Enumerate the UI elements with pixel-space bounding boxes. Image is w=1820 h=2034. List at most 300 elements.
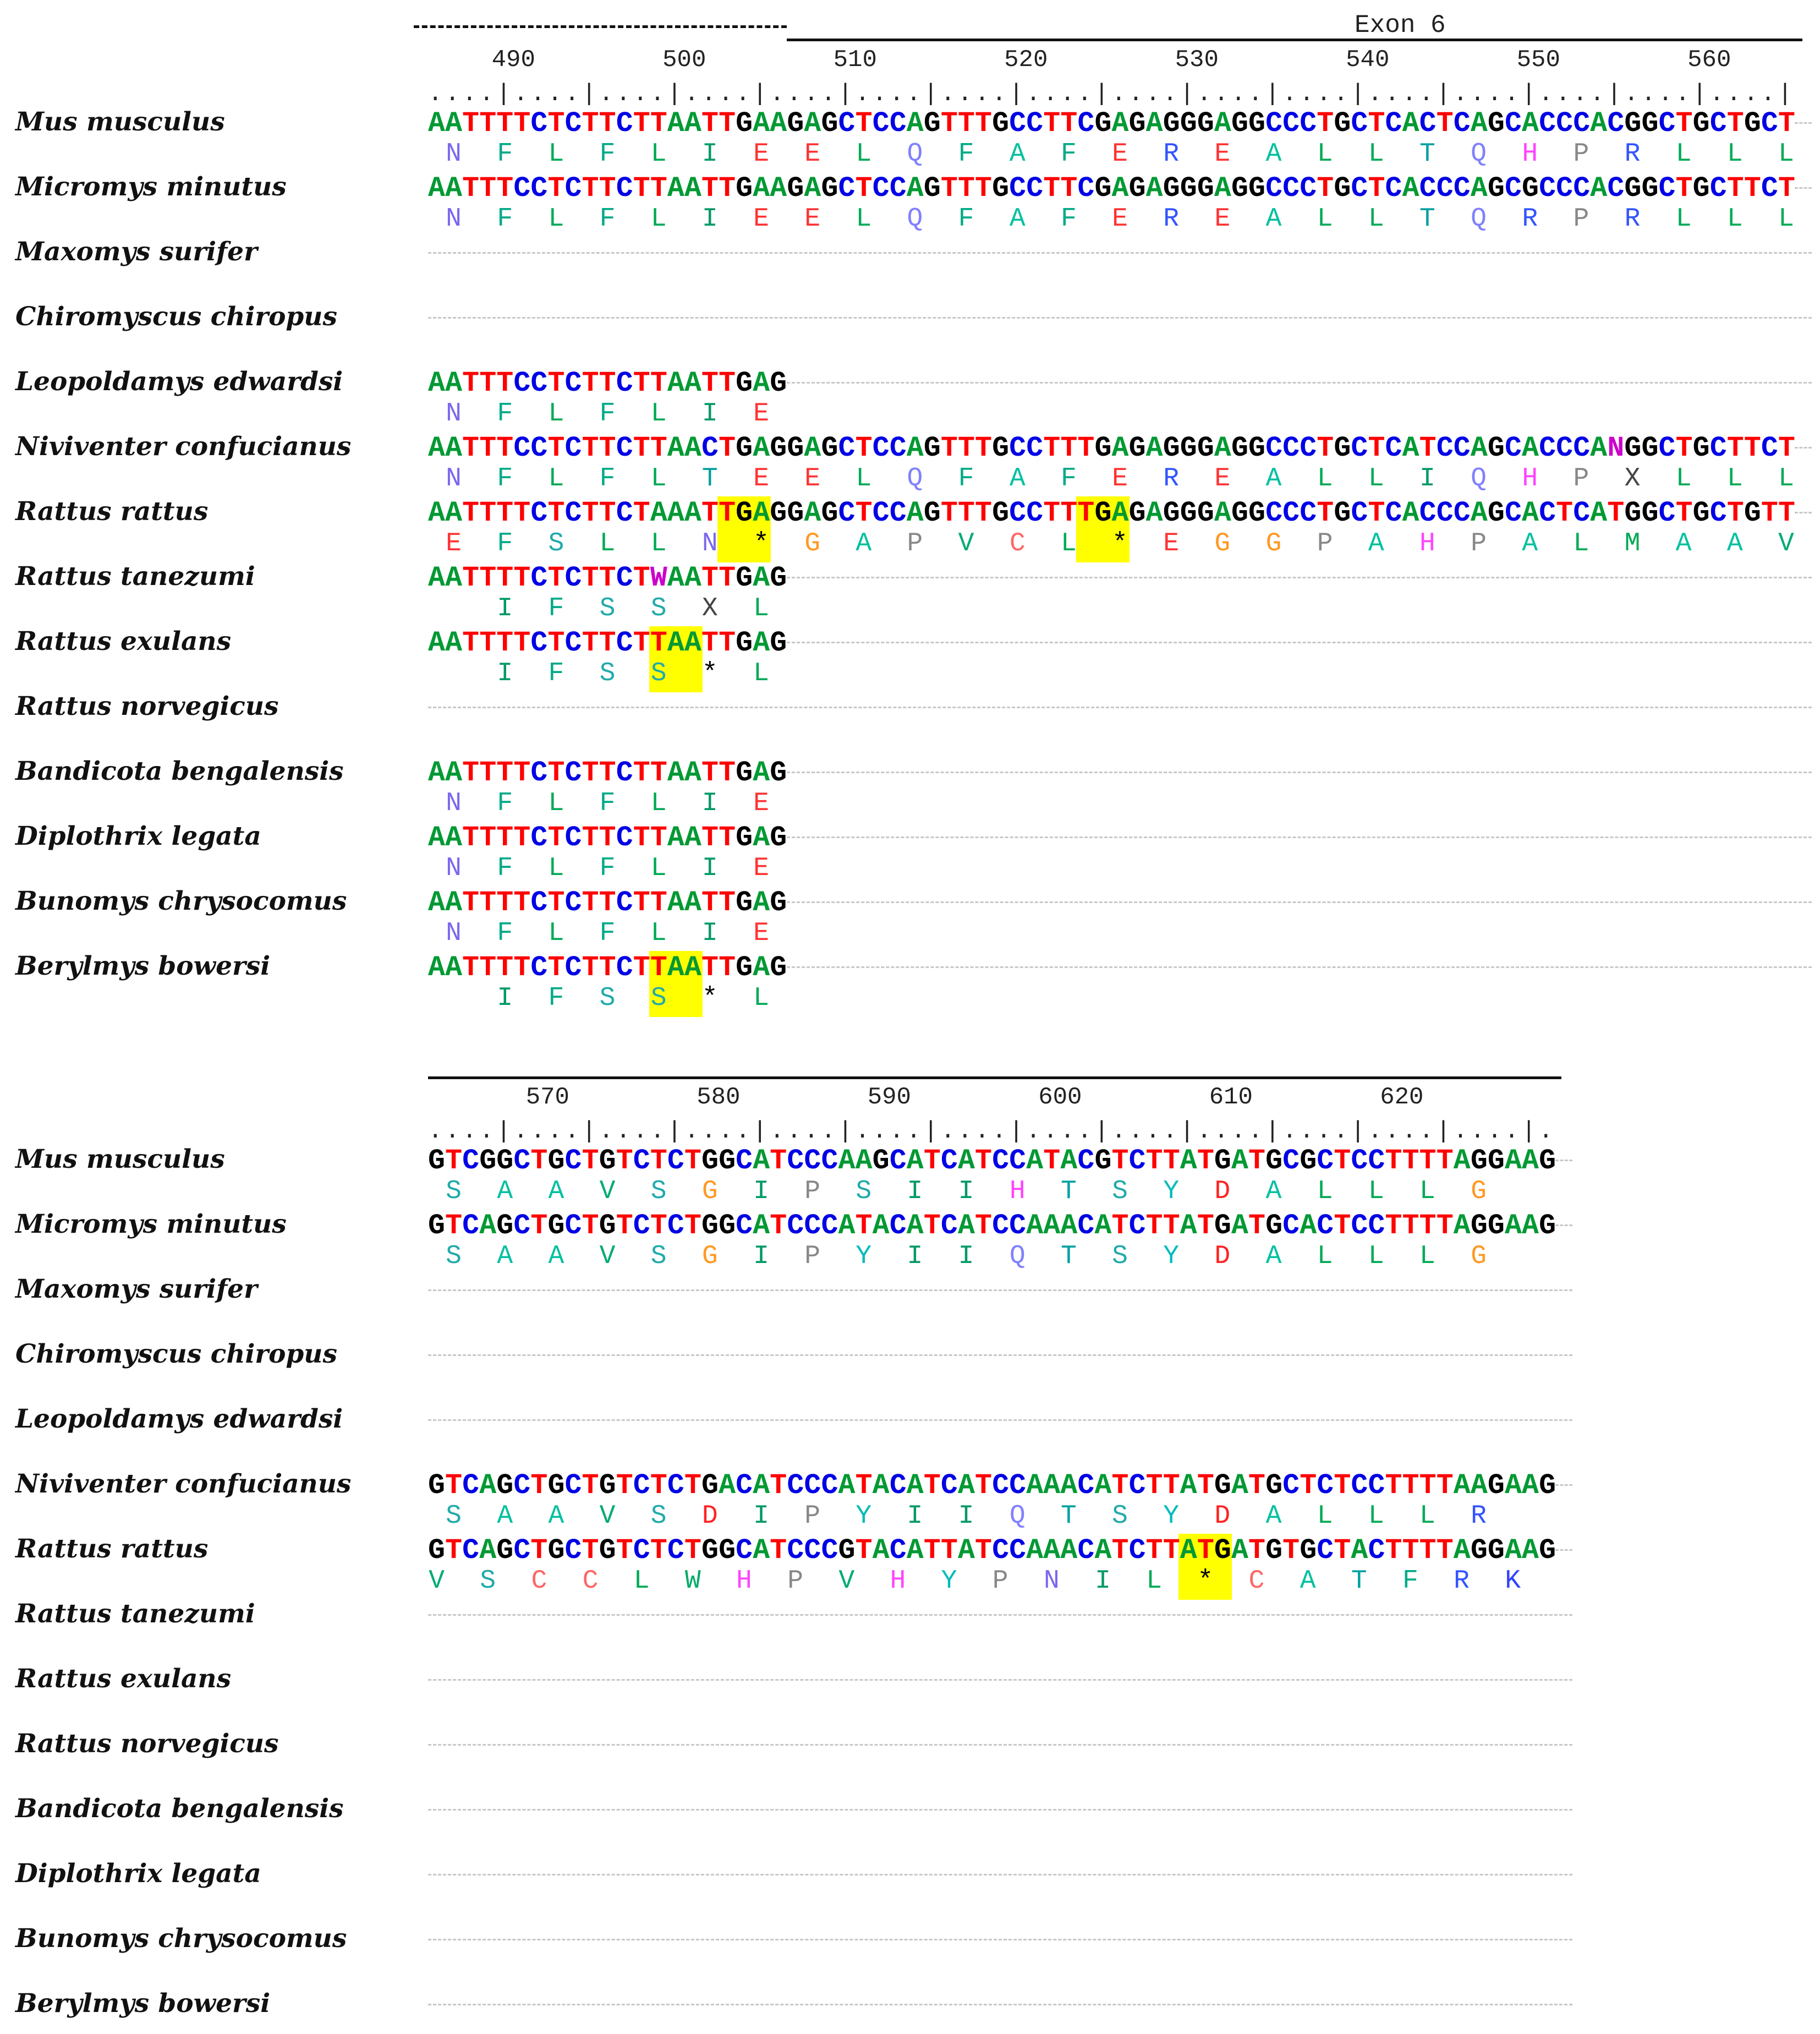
- alignment-gap: [428, 707, 1812, 708]
- amino-acid: A: [497, 1177, 513, 1206]
- amino-acid: L: [1146, 1566, 1163, 1596]
- amino-acid: L: [548, 854, 564, 883]
- amino-acid-translation: [0, 1178, 1820, 1209]
- ruler-tick-label: 550: [1516, 46, 1560, 74]
- amino-acid: F: [497, 399, 513, 429]
- amino-acid-translation: [0, 206, 1820, 237]
- amino-acid: A: [497, 1501, 513, 1531]
- amino-acid: W: [684, 1566, 701, 1596]
- amino-acid: S: [650, 983, 667, 1013]
- amino-acid: R: [1624, 204, 1641, 234]
- amino-acid: C: [531, 1566, 547, 1596]
- alignment-gap: [1555, 1549, 1572, 1551]
- amino-acid: F: [599, 854, 616, 883]
- amino-acid: F: [497, 464, 513, 494]
- amino-acid: E: [1214, 139, 1231, 169]
- amino-acid: A: [1265, 1242, 1282, 1271]
- amino-acid: C: [1009, 529, 1026, 559]
- amino-acid: *: [701, 983, 718, 1013]
- amino-acid-translation: [0, 141, 1820, 172]
- amino-acid: L: [1675, 464, 1692, 494]
- amino-acid: S: [446, 1242, 462, 1271]
- amino-acid: L: [1778, 464, 1794, 494]
- amino-acid: E: [753, 139, 769, 169]
- amino-acid: I: [753, 1177, 769, 1206]
- amino-acid: F: [958, 204, 974, 234]
- amino-acid: A: [1265, 139, 1282, 169]
- position-ruler: ....|....|....|....|....|....|....|....|....|....|....|....|....|.: [428, 1118, 1556, 1145]
- amino-acid: L: [650, 464, 667, 494]
- nucleotide-sequence: AATTTTCTCTTCTTAATTGAG: [428, 822, 787, 854]
- amino-acid: A: [1522, 529, 1538, 559]
- nucleotide-sequence: GTCAGCTGCTGTCTCTGGCATCCCGTACATTATCCAAACATCTTATGATGTGCTACTTTTAGGAAG: [428, 1535, 1556, 1567]
- amino-acid: V: [599, 1501, 616, 1531]
- amino-acid: N: [446, 789, 462, 818]
- amino-acid: I: [497, 659, 513, 688]
- species-name: Chiromyscus chiropus: [15, 1339, 337, 1369]
- amino-acid: P: [1573, 139, 1589, 169]
- species-name: Rattus exulans: [15, 1664, 232, 1694]
- ruler-tick-label: 500: [662, 46, 706, 74]
- amino-acid: L: [1726, 204, 1743, 234]
- amino-acid: T: [1060, 1501, 1077, 1531]
- species-name: Rattus norvegicus: [15, 1729, 279, 1759]
- amino-acid: E: [1214, 204, 1231, 234]
- alignment-gap: [428, 1354, 1572, 1356]
- amino-acid: E: [1112, 464, 1128, 494]
- amino-acid: F: [497, 854, 513, 883]
- amino-acid: Q: [1009, 1501, 1026, 1531]
- amino-acid: *: [1112, 529, 1128, 559]
- amino-acid: I: [701, 204, 718, 234]
- amino-acid: A: [1009, 139, 1026, 169]
- amino-acid: P: [1317, 529, 1333, 559]
- amino-acid: L: [1368, 139, 1384, 169]
- amino-acid: N: [701, 529, 718, 559]
- amino-acid: A: [548, 1242, 564, 1271]
- amino-acid: A: [1265, 1177, 1282, 1206]
- amino-acid: L: [1419, 1242, 1435, 1271]
- amino-acid: I: [907, 1501, 923, 1531]
- alignment-gap: [428, 1939, 1572, 1940]
- amino-acid: A: [1009, 464, 1026, 494]
- amino-acid: L: [1778, 139, 1794, 169]
- amino-acid: F: [958, 464, 974, 494]
- amino-acid: L: [856, 464, 872, 494]
- amino-acid: H: [1009, 1177, 1026, 1206]
- amino-acid: L: [1419, 1501, 1435, 1531]
- amino-acid: E: [804, 464, 821, 494]
- amino-acid: L: [1675, 204, 1692, 234]
- amino-acid: D: [1214, 1177, 1231, 1206]
- amino-acid: H: [1522, 139, 1538, 169]
- amino-acid: F: [497, 139, 513, 169]
- amino-acid: D: [1214, 1242, 1231, 1271]
- amino-acid: E: [446, 529, 462, 559]
- nucleotide-sequence: AATTTTCTCTTCTWAATTGAG: [428, 562, 787, 594]
- amino-acid: L: [599, 529, 616, 559]
- species-name: Niviventer confucianus: [15, 1469, 352, 1499]
- amino-acid: P: [787, 1566, 803, 1596]
- amino-acid-translation: [0, 1503, 1820, 1534]
- amino-acid: E: [804, 139, 821, 169]
- nucleotide-sequence: GTCGGCTGCTGTCTCTGGCATCCCAAGCATCATCCATACGTCTTATGATGCGCTCCTTTTAGGAAG: [428, 1145, 1556, 1177]
- nucleotide-sequence: AATTTTCTCTTCTTAATTGAAGAGCTCCAGTTTGCCTTCGAGAGGGAGGCCCTGCTCACTCAGCACCCACGGCTGCTGCT: [428, 108, 1795, 140]
- amino-acid: L: [650, 139, 667, 169]
- amino-acid: R: [1454, 1566, 1470, 1596]
- amino-acid: E: [753, 399, 769, 429]
- amino-acid: L: [650, 789, 667, 818]
- amino-acid: R: [1163, 204, 1180, 234]
- amino-acid: E: [753, 464, 769, 494]
- amino-acid-translation: [0, 531, 1820, 561]
- species-name: Diplothrix legata: [15, 1858, 261, 1889]
- amino-acid: S: [548, 529, 564, 559]
- alignment-gap: [787, 966, 1812, 968]
- amino-acid: F: [1060, 139, 1077, 169]
- amino-acid: L: [1317, 1177, 1333, 1206]
- amino-acid: T: [1351, 1566, 1367, 1596]
- alignment-gap: [428, 1289, 1572, 1291]
- alignment-gap: [428, 1744, 1572, 1746]
- species-name: Leopoldamys edwardsi: [15, 1404, 343, 1434]
- alignment-gap: [787, 577, 1812, 578]
- amino-acid: L: [548, 399, 564, 429]
- alignment-gap: [428, 1679, 1572, 1681]
- amino-acid: L: [548, 204, 564, 234]
- amino-acid: F: [599, 139, 616, 169]
- amino-acid: I: [1419, 464, 1435, 494]
- alignment-gap: [428, 1419, 1572, 1421]
- amino-acid: N: [446, 204, 462, 234]
- amino-acid: L: [1368, 464, 1384, 494]
- amino-acid: F: [599, 918, 616, 948]
- amino-acid-translation: [0, 1568, 1820, 1599]
- amino-acid: L: [1726, 464, 1743, 494]
- amino-acid: S: [856, 1177, 872, 1206]
- amino-acid: F: [548, 659, 564, 688]
- species-name: Rattus exulans: [15, 626, 232, 657]
- amino-acid: S: [650, 1177, 667, 1206]
- species-name: Rattus tanezumi: [15, 1599, 255, 1629]
- nucleotide-sequence: AATTTTCTCTTCTTAATTGAG: [428, 887, 787, 919]
- species-name: Rattus tanezumi: [15, 561, 255, 592]
- amino-acid: S: [1112, 1177, 1128, 1206]
- amino-acid: V: [1778, 529, 1794, 559]
- amino-acid: P: [804, 1501, 821, 1531]
- ruler-tick-label: 540: [1346, 46, 1390, 74]
- alignment-gap: [428, 1809, 1572, 1811]
- amino-acid: T: [1419, 139, 1435, 169]
- amino-acid: R: [1471, 1501, 1487, 1531]
- species-name: Micromys minutus: [15, 172, 287, 202]
- amino-acid: Q: [907, 204, 923, 234]
- species-name: Berylmys bowersi: [15, 951, 271, 981]
- nucleotide-sequence: GTCAGCTGCTGTCTCTGGCATCCCATACATCATCCAAACATCTTATGATGCACTCCTTTTAGGAAG: [428, 1210, 1556, 1242]
- amino-acid: G: [1471, 1242, 1487, 1271]
- amino-acid: F: [599, 204, 616, 234]
- nucleotide-sequence: AATTTTCTCTTCTTAATTGAG: [428, 627, 787, 659]
- amino-acid: S: [446, 1177, 462, 1206]
- amino-acid: L: [650, 918, 667, 948]
- amino-acid: L: [650, 204, 667, 234]
- amino-acid: F: [1060, 464, 1077, 494]
- amino-acid-translation: [0, 466, 1820, 496]
- alignment-gap: [428, 252, 1812, 254]
- alignment-gap: [787, 772, 1812, 773]
- amino-acid: P: [804, 1242, 821, 1271]
- amino-acid: H: [1419, 529, 1435, 559]
- amino-acid: I: [701, 918, 718, 948]
- alignment-gap: [428, 1874, 1572, 1876]
- nucleotide-sequence: AATTTTCTCTTCTTAATTGAG: [428, 757, 787, 789]
- amino-acid: E: [753, 854, 769, 883]
- species-name: Diplothrix legata: [15, 821, 261, 851]
- species-name: Niviventer confucianus: [15, 431, 352, 462]
- ruler-tick-label: 610: [1209, 1084, 1253, 1111]
- amino-acid: *: [701, 659, 718, 688]
- amino-acid: S: [1112, 1242, 1128, 1271]
- amino-acid: E: [753, 789, 769, 818]
- species-name: Maxomys surifer: [15, 237, 257, 267]
- amino-acid: D: [701, 1501, 718, 1531]
- ruler-tick-label: 570: [525, 1084, 569, 1111]
- amino-acid: Y: [941, 1566, 957, 1596]
- amino-acid: F: [497, 789, 513, 818]
- species-name: Mus musculus: [15, 107, 225, 137]
- amino-acid: A: [1009, 204, 1026, 234]
- amino-acid: I: [497, 594, 513, 624]
- alignment-gap: [787, 836, 1812, 838]
- amino-acid: L: [548, 918, 564, 948]
- amino-acid: S: [446, 1501, 462, 1531]
- amino-acid: H: [736, 1566, 752, 1596]
- amino-acid: I: [497, 983, 513, 1013]
- amino-acid: V: [958, 529, 974, 559]
- alignment-gap: [1555, 1224, 1572, 1226]
- alignment-gap: [1795, 122, 1812, 124]
- amino-acid: A: [856, 529, 872, 559]
- species-name: Rattus norvegicus: [15, 691, 279, 721]
- nucleotide-sequence: AATTTTCTCTTCTAAATTGAGGAGCTCCAGTTTGCCTTTGAGAGGGAGGCCCTGCTCACCCAGCACTCATGGCTGCTGTT: [428, 497, 1795, 529]
- amino-acid: Y: [1163, 1501, 1180, 1531]
- amino-acid-translation: [0, 1243, 1820, 1274]
- amino-acid: I: [958, 1242, 974, 1271]
- amino-acid: G: [1471, 1177, 1487, 1206]
- amino-acid-translation: [0, 660, 1820, 691]
- position-ruler: ....|....|....|....|....|....|....|....|....|....|....|....|....|....|....|....|: [428, 80, 1795, 108]
- amino-acid: L: [1317, 139, 1333, 169]
- amino-acid: I: [753, 1242, 769, 1271]
- amino-acid: E: [1112, 139, 1128, 169]
- alignment-gap: [787, 642, 1812, 643]
- amino-acid: G: [701, 1242, 718, 1271]
- amino-acid: T: [1060, 1242, 1077, 1271]
- amino-acid: Q: [1009, 1242, 1026, 1271]
- amino-acid: N: [1043, 1566, 1060, 1596]
- amino-acid: P: [907, 529, 923, 559]
- amino-acid: P: [1573, 204, 1589, 234]
- amino-acid: G: [804, 529, 821, 559]
- amino-acid: L: [650, 399, 667, 429]
- amino-acid: P: [1573, 464, 1589, 494]
- amino-acid: L: [753, 594, 769, 624]
- amino-acid: E: [1112, 204, 1128, 234]
- alignment-gap: [787, 901, 1812, 903]
- amino-acid: P: [1471, 529, 1487, 559]
- amino-acid: F: [497, 918, 513, 948]
- amino-acid: A: [1265, 204, 1282, 234]
- amino-acid: L: [1778, 204, 1794, 234]
- amino-acid: L: [1419, 1177, 1435, 1206]
- alignment-gap: [428, 317, 1812, 319]
- nucleotide-sequence: AATTTCCTCTTCTTAACTGAGGAGCTCCAGTTTGCCTTTGAGAGGGAGGCCCTGCTCATCCAGCACCCANGGCTGCTTCT: [428, 433, 1795, 464]
- amino-acid: P: [804, 1177, 821, 1206]
- amino-acid: I: [958, 1501, 974, 1531]
- species-name: Bunomys chrysocomus: [15, 1923, 347, 1954]
- amino-acid: I: [701, 399, 718, 429]
- amino-acid: F: [548, 983, 564, 1013]
- species-name: Rattus rattus: [15, 496, 209, 527]
- amino-acid: L: [1726, 139, 1743, 169]
- species-name: Mus musculus: [15, 1144, 225, 1174]
- amino-acid: R: [1624, 139, 1641, 169]
- alignment-gap: [1555, 1160, 1572, 1161]
- amino-acid: C: [582, 1566, 599, 1596]
- amino-acid: L: [856, 204, 872, 234]
- amino-acid: E: [753, 918, 769, 948]
- ruler-tick-label: 530: [1175, 46, 1219, 74]
- species-name: Chiromyscus chiropus: [15, 302, 337, 332]
- species-name: Rattus rattus: [15, 1534, 209, 1564]
- amino-acid: N: [446, 854, 462, 883]
- amino-acid: Q: [907, 139, 923, 169]
- amino-acid: L: [753, 659, 769, 688]
- amino-acid: N: [446, 139, 462, 169]
- amino-acid: L: [548, 789, 564, 818]
- amino-acid: I: [701, 789, 718, 818]
- amino-acid: *: [753, 529, 769, 559]
- amino-acid: D: [1214, 1501, 1231, 1531]
- amino-acid: F: [548, 594, 564, 624]
- amino-acid: L: [548, 464, 564, 494]
- ruler-tick-label: 580: [697, 1084, 741, 1111]
- species-name: Micromys minutus: [15, 1209, 287, 1239]
- amino-acid: A: [1265, 1501, 1282, 1531]
- amino-acid: F: [599, 464, 616, 494]
- amino-acid: Q: [1471, 464, 1487, 494]
- amino-acid: H: [1522, 464, 1538, 494]
- amino-acid: N: [446, 464, 462, 494]
- amino-acid-translation: [0, 985, 1820, 1016]
- amino-acid: S: [650, 1501, 667, 1531]
- species-name: Bunomys chrysocomus: [15, 886, 347, 916]
- amino-acid-translation: [0, 790, 1820, 821]
- amino-acid: Q: [907, 464, 923, 494]
- amino-acid: L: [1368, 1501, 1384, 1531]
- amino-acid: L: [856, 139, 872, 169]
- amino-acid-translation: [0, 920, 1820, 951]
- amino-acid: F: [599, 789, 616, 818]
- ruler-tick-label: 560: [1687, 46, 1731, 74]
- amino-acid: N: [446, 399, 462, 429]
- amino-acid: L: [1317, 1242, 1333, 1271]
- amino-acid: L: [1675, 139, 1692, 169]
- amino-acid: A: [1300, 1566, 1316, 1596]
- intron-dashed-bar: [414, 25, 787, 28]
- amino-acid: L: [1368, 1177, 1384, 1206]
- amino-acid: I: [701, 139, 718, 169]
- amino-acid: G: [1265, 529, 1282, 559]
- amino-acid: S: [650, 1242, 667, 1271]
- amino-acid: L: [1060, 529, 1077, 559]
- amino-acid: H: [890, 1566, 906, 1596]
- amino-acid: A: [1265, 464, 1282, 494]
- amino-acid: L: [1368, 1242, 1384, 1271]
- amino-acid: T: [1060, 1177, 1077, 1206]
- amino-acid: F: [958, 139, 974, 169]
- amino-acid: L: [1317, 1501, 1333, 1531]
- nucleotide-sequence: AATTTCCTCTTCTTAATTGAG: [428, 368, 787, 400]
- alignment-gap: [1795, 512, 1812, 513]
- amino-acid: I: [907, 1242, 923, 1271]
- amino-acid: S: [599, 659, 616, 688]
- species-name: Bandicota bengalensis: [15, 1794, 344, 1824]
- species-name: Leopoldamys edwardsi: [15, 367, 343, 397]
- amino-acid: S: [599, 983, 616, 1013]
- amino-acid: A: [1675, 529, 1692, 559]
- species-name: Berylmys bowersi: [15, 1988, 271, 2019]
- amino-acid: F: [497, 529, 513, 559]
- amino-acid: X: [701, 594, 718, 624]
- amino-acid: L: [1368, 204, 1384, 234]
- amino-acid: M: [1624, 529, 1641, 559]
- amino-acid: Q: [1471, 139, 1487, 169]
- amino-acid: L: [1317, 204, 1333, 234]
- amino-acid: E: [804, 204, 821, 234]
- nucleotide-sequence: AATTTTCTCTTCTTAATTGAG: [428, 952, 787, 984]
- amino-acid: V: [599, 1177, 616, 1206]
- amino-acid: L: [1317, 464, 1333, 494]
- amino-acid: Y: [856, 1501, 872, 1531]
- amino-acid-translation: [0, 401, 1820, 431]
- ruler-tick-label: 590: [867, 1084, 911, 1111]
- amino-acid: Y: [1163, 1242, 1180, 1271]
- amino-acid: L: [650, 529, 667, 559]
- amino-acid: C: [1248, 1566, 1265, 1596]
- amino-acid: E: [753, 204, 769, 234]
- amino-acid-translation: [0, 595, 1820, 626]
- ruler-tick-label: 600: [1038, 1084, 1082, 1111]
- amino-acid: L: [1573, 529, 1589, 559]
- amino-acid: A: [1726, 529, 1743, 559]
- nucleotide-sequence: AATTTCCTCTTCTTAATTGAAGAGCTCCAGTTTGCCTTCGAGAGGGAGGCCCTGCTCACCCAGCGCCCACGGCTGCTTCT: [428, 173, 1795, 205]
- amino-acid: T: [1419, 204, 1435, 234]
- amino-acid: I: [753, 1501, 769, 1531]
- species-name: Maxomys surifer: [15, 1274, 257, 1304]
- amino-acid: R: [1163, 464, 1180, 494]
- amino-acid: F: [1402, 1566, 1418, 1596]
- amino-acid: Y: [856, 1242, 872, 1271]
- amino-acid: E: [1214, 464, 1231, 494]
- ruler-tick-label: 510: [833, 46, 877, 74]
- amino-acid: A: [1368, 529, 1384, 559]
- amino-acid: S: [1112, 1501, 1128, 1531]
- amino-acid-translation: [0, 855, 1820, 886]
- amino-acid: F: [1060, 204, 1077, 234]
- amino-acid: A: [548, 1501, 564, 1531]
- amino-acid: S: [650, 659, 667, 688]
